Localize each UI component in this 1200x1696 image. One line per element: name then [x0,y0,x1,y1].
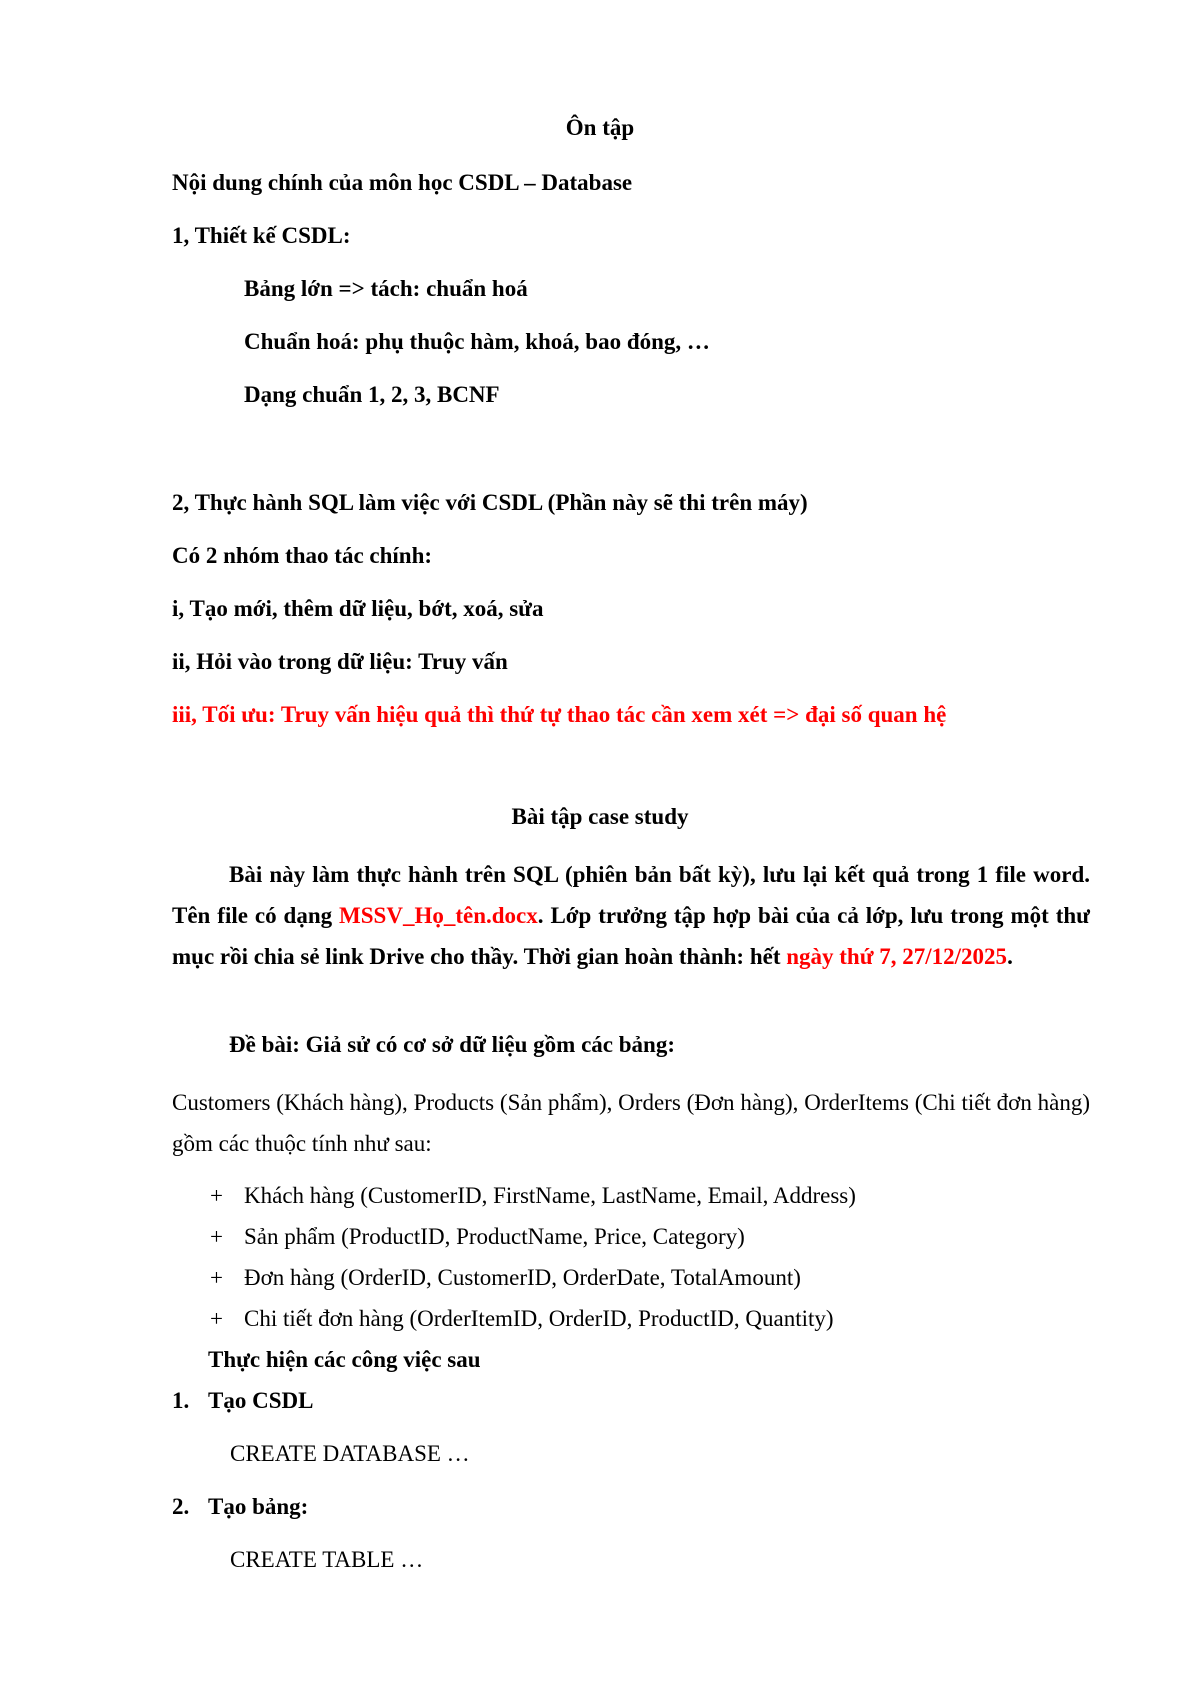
instructions-text-3: . [1007,944,1013,969]
group-i: i, Tạo mới, thêm dữ liệu, bớt, xoá, sửa [172,596,544,621]
design-point-1: Bảng lớn => tách: chuẩn hoá [244,276,528,301]
deadline: ngày thứ 7, 27/12/2025 [786,944,1008,969]
bullet-mark: + [210,1224,223,1249]
instructions-paragraph [172,854,1090,977]
task-2-code: CREATE TABLE … [230,1547,424,1572]
list-item-products: Sản phẩm (ProductID, ProductName, Price, Category) [244,1224,745,1249]
tables-description: Customers (Khách hàng), Products (Sản phẩm), Orders (Đơn hàng), OrderItems (Chi tiết đơn hàng) gồm các thuộc tính như sau: [172,1090,1090,1156]
task-1-number: 1. [172,1388,190,1413]
page-title: Ôn tập [565,115,635,140]
bullet-mark: + [210,1183,223,1208]
bullet-mark: + [210,1306,223,1331]
bullet-mark: + [210,1265,223,1290]
group-iii: iii, Tối ưu: Truy vấn hiệu quả thì thứ tự thao tác cần xem xét => đại số quan hệ [172,702,947,727]
tasks-heading: Thực hiện các công việc sau [208,1347,481,1372]
task-2-number: 2. [172,1494,190,1519]
design-point-2: Chuẩn hoá: phụ thuộc hàm, khoá, bao đóng, … [244,329,710,354]
list-item-order-items: Chi tiết đơn hàng (OrderItemID, OrderID, ProductID, Quantity) [244,1306,834,1331]
instructions-text-2: . Lớp trưởng tập hợp bài của cả lớp, lưu trong một thư mục rồi chia sẻ link Drive cho thầy. Thời gian hoàn thành: hết [172,903,1090,969]
task-1-label: Tạo CSDL [208,1388,314,1413]
filename-format: MSSV_Họ_tên.docx [339,903,538,928]
instructions-text-1: Bài này làm thực hành trên SQL (phiên bản bất kỳ), lưu lại kết quả trong 1 file word. Tên file có dạng [172,862,1090,928]
heading-design: 1, Thiết kế CSDL: [172,223,351,248]
groups-intro: Có 2 nhóm thao tác chính: [172,543,433,568]
heading-sql-practice: 2, Thực hành SQL làm việc với CSDL (Phần này sẽ thi trên máy) [172,490,808,515]
group-ii: ii, Hỏi vào trong dữ liệu: Truy vấn [172,649,508,674]
design-point-3: Dạng chuẩn 1, 2, 3, BCNF [244,382,500,407]
list-item-orders: Đơn hàng (OrderID, CustomerID, OrderDate, TotalAmount) [244,1265,801,1290]
problem-statement: Đề bài: Giả sử có cơ sở dữ liệu gồm các bảng: [229,1032,675,1057]
case-study-title: Bài tập case study [511,804,689,829]
task-1-code: CREATE DATABASE … [230,1441,470,1466]
task-2-label: Tạo bảng: [208,1494,309,1519]
list-item-customers: Khách hàng (CustomerID, FirstName, LastName, Email, Address) [244,1183,856,1208]
course-subtitle: Nội dung chính của môn học CSDL – Database [172,170,633,195]
